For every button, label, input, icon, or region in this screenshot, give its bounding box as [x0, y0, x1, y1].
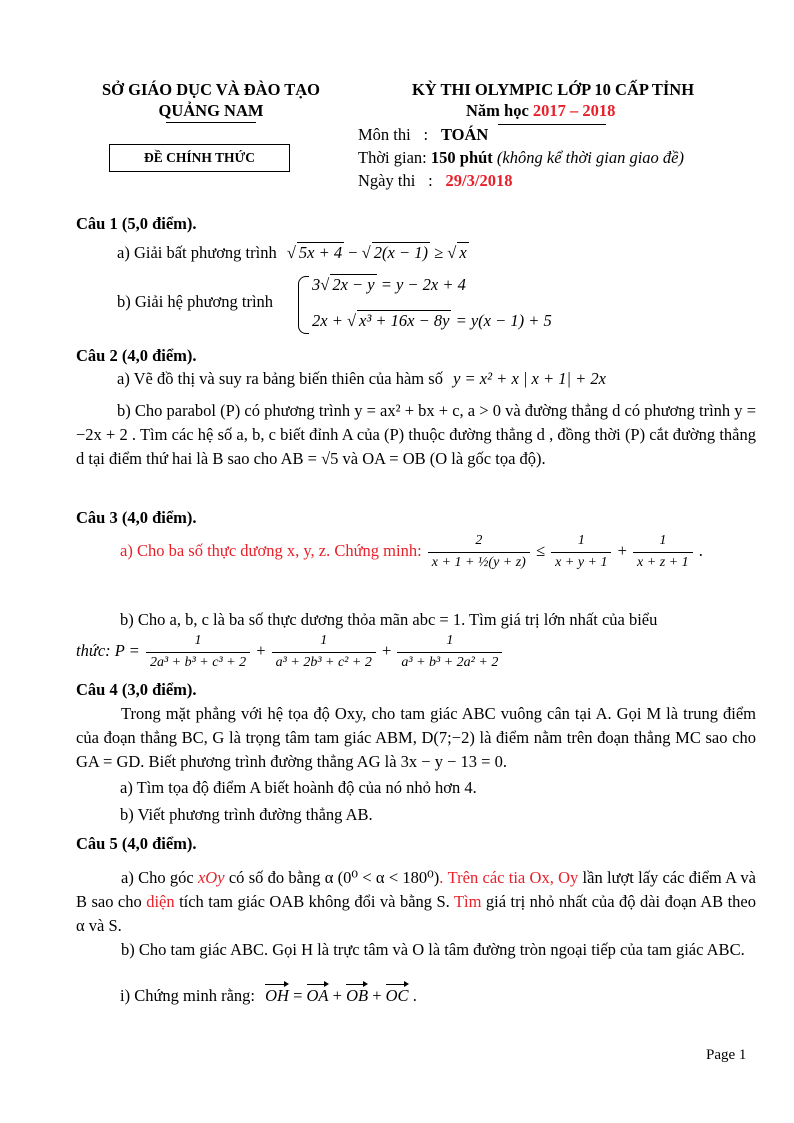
q1b-eq1-radicand: 2x − y [332, 275, 375, 294]
q2a-function: y = x² + x | x + 1| + 2x [453, 369, 607, 388]
school-year-label: Năm học [466, 101, 529, 120]
q5a-red-area: diện [146, 892, 175, 911]
header-right-underline [498, 124, 606, 125]
q1a-text: a) Giải bất phương trình [117, 243, 277, 262]
q5a-part5: giá trị nhỏ nhất của độ dài đoạn AB theo α và S. [76, 892, 756, 935]
q3b-expression: thức: P = $\frac{1}{\text{2a³ + b³ + c³ + 2}}$ + $\frac{1}{\text{a³ + 2b³ + c² + 2}}$ + $\frac{1}{\text{a³ + b³ + 2a² + 2}}$ [76, 633, 504, 672]
q5i-eq: = [288, 986, 307, 1005]
q5i-text: i) Chứng minh rằng: [120, 986, 255, 1005]
q1b-eq2-rest: = y(x − 1) + 5 [455, 311, 552, 330]
q3a-f2-den: x + y + 1 [551, 552, 611, 572]
q2-title: Câu 2 (4,0 điểm). [76, 346, 197, 365]
q5i-plus2: + [368, 986, 386, 1005]
department-name: SỞ GIÁO DỤC VÀ ĐÀO TẠO [101, 80, 321, 99]
header-left-underline [166, 122, 256, 123]
q3a-plus: + [617, 541, 627, 561]
q3a-fraction-1 [428, 533, 530, 572]
date-value: 29/3/2018 [445, 171, 513, 190]
q2a-line [117, 369, 606, 389]
date-label: Ngày thi [358, 171, 416, 190]
q5i-plus1: + [328, 986, 347, 1005]
q5b-paragraph: b) Cho tam giác ABC. Gọi H là trực tâm và O là tâm đường tròn ngoại tiếp của tam giác ABC. [121, 940, 745, 959]
q3a-f3-den: x + z + 1 [633, 552, 693, 572]
q4-title: Câu 4 (3,0 điểm). [76, 680, 197, 699]
q1b-eq1-lead: 3 [312, 275, 321, 294]
vector-oc: OC [385, 986, 409, 1005]
q5a-red-find: Tìm [453, 892, 482, 911]
system-brace [298, 276, 309, 334]
q5a-red-rays: . Trên các tia Ox, Oy [439, 868, 579, 887]
school-year-value: 2017 – 2018 [532, 101, 616, 120]
q1-title: Câu 1 (5,0 điểm). [76, 214, 197, 233]
q1b-text: b) Giải hệ phương trình [117, 292, 274, 311]
q3a-f1-den: x + 1 + ½(y + z) [428, 552, 530, 572]
q3a-text: a) Cho ba số thực dương x, y, z. Chứng minh: [120, 541, 422, 561]
q3b-fraction-1 [146, 633, 250, 672]
q2a-text: a) Vẽ đồ thị và suy ra bảng biến thiên của hàm số [117, 369, 443, 388]
q5a-angle-name: xOy [197, 868, 225, 887]
q5i-line [120, 986, 417, 1006]
q3b-f1-num: 1 [194, 633, 202, 648]
official-exam-badge: ĐỀ CHÍNH THỨC [109, 144, 290, 172]
q1a-line: a) Giải bất phương trình √ 5x + 4 − √ 2(x − 1) ≥ √ x [117, 243, 467, 262]
q3a-fraction-2 [551, 533, 611, 572]
q2b-paragraph: b) Cho parabol (P) có phương trình y = ax² + bx + c, a > 0 và đường thẳng d có phương trình y = −2x + 2 . Tìm các hệ số a, b, c biết đỉnh A của (P) thuộc đường thẳng d , đồng thời (P) cắt đường thẳng d tại điểm thứ hai là B sao cho AB = √5 và OA = OB (O là gốc tọa độ). [76, 401, 756, 468]
q1b-equation-2: 2x + √ x³ + 16x − 8y = y(x − 1) + 5 [312, 311, 552, 330]
q1a-radicand-3: x [459, 243, 467, 262]
q3b-f2-num: 1 [320, 633, 328, 648]
q4b-text: b) Viết phương trình đường thẳng AB. [120, 805, 373, 824]
q3a-f2-num: 1 [577, 533, 585, 548]
q5a-part1: a) Cho góc [121, 868, 198, 887]
time-value: 150 phút [430, 148, 493, 167]
time-line [358, 148, 684, 168]
subject-label: Môn thi [358, 125, 411, 144]
school-year-line [466, 101, 615, 121]
q1b-eq2-radicand: x³ + 16x − 8y [359, 311, 450, 330]
q3a-f1-num: 2 [475, 533, 483, 548]
subject-value: TOÁN [440, 125, 489, 144]
q1a-radicand-1: 5x + 4 [298, 243, 343, 262]
vector-oa: OA [306, 986, 329, 1005]
q5a-part3: lần lượt lấy các điểm A và B sao cho [76, 868, 756, 911]
exam-title: KỲ THI OLYMPIC LỚP 10 CẤP TỈNH [411, 80, 695, 99]
q5a-paragraph [76, 866, 756, 938]
q1b-eq2-lead: 2x + [312, 311, 343, 330]
q3b-f3-den: a³ + b³ + 2a² + 2 [397, 652, 502, 672]
q1b-eq1-rest: = y − 2x + 4 [380, 275, 466, 294]
q5i-end: . [408, 986, 417, 1005]
q3a-leq: ≤ [535, 541, 546, 561]
subject-line: Môn thi : TOÁN [358, 125, 489, 144]
q3a-f3-num: 1 [659, 533, 667, 548]
q5a-part4: tích tam giác OAB không đổi và bằng S. [174, 892, 454, 911]
time-note: (không kể thời gian giao đề) [496, 148, 684, 167]
q5-title: Câu 5 (4,0 điểm). [76, 834, 197, 853]
q1a-radicand-2: 2(x − 1) [373, 243, 428, 262]
province-name: QUẢNG NAM [158, 101, 264, 120]
q3b-fraction-2 [272, 633, 376, 672]
q3-title: Câu 3 (4,0 điểm). [76, 508, 197, 527]
page-number: Page 1 [706, 1047, 747, 1063]
q3b-text: b) Cho a, b, c là ba số thực dương thỏa mãn abc = 1. Tìm giá trị lớn nhất của biểu [120, 610, 658, 629]
vector-ob: OB [346, 986, 369, 1005]
q3b-fraction-3 [397, 633, 502, 672]
q3a-fraction-3 [633, 533, 693, 572]
date-line: Ngày thi : 29/3/2018 [358, 171, 513, 190]
q3a-line: a) Cho ba số thực dương x, y, z. Chứng minh: $\frac{2}{\text{x + 1 + ½(y + z)}}$ ≤ $\frac{1}{x + y + 1}$ + $\frac{1}{x + z + 1}$ . [120, 533, 703, 570]
q3b-label: thức: P = [76, 641, 140, 661]
vector-oh: OH [265, 986, 289, 1005]
q1b-equation-1: 3√ 2x − y = y − 2x + 4 [312, 275, 466, 294]
q5a-part2: có số đo bằng α (0⁰ < α < 180⁰) [224, 868, 440, 887]
q3b-f1-den: 2a³ + b³ + c³ + 2 [146, 652, 250, 672]
time-label: Thời gian: [358, 148, 427, 167]
q3b-f3-num: 1 [446, 633, 454, 648]
q3b-f2-den: a³ + 2b³ + c² + 2 [272, 652, 376, 672]
q4-body: Trong mặt phẳng với hệ tọa độ Oxy, cho tam giác ABC vuông cân tại A. Gọi M là trung điểm của đoạn thẳng BC, G là trọng tâm tam giác ABM, D(7;−2) là điểm nằm trên đoạn thẳng MC sao cho GA = GD. Biết phương trình đường thẳng AG là 3x − y − 13 = 0. [76, 704, 756, 771]
q4a-text: a) Tìm tọa độ điểm A biết hoành độ của nó nhỏ hơn 4. [120, 778, 477, 797]
